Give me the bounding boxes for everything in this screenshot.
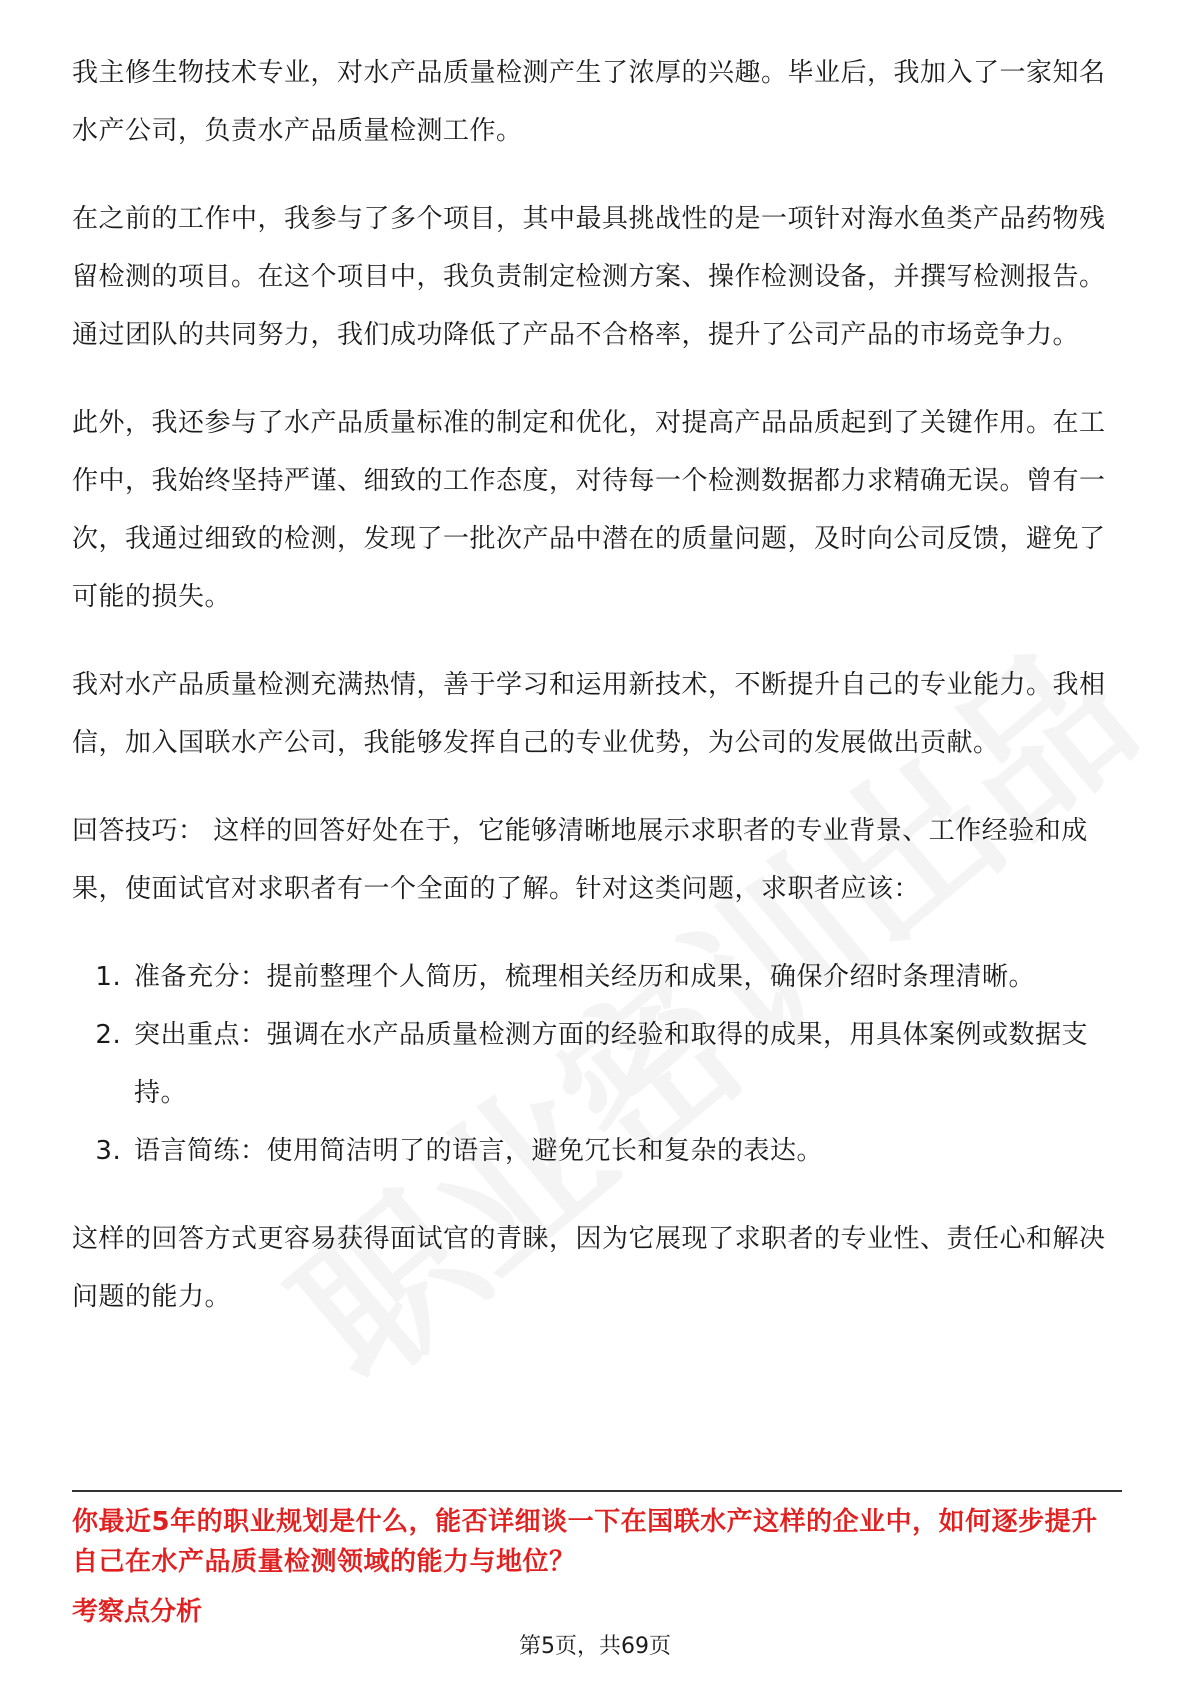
- document-body: [72, 44, 1122, 1356]
- list-item: 3. 语言简练：使用简洁明了的语言，避免冗长和复杂的表达。: [130, 1122, 1122, 1180]
- paragraph-answer-tips: 回答技巧： 这样的回答好处在于，它能够清晰地展示求职者的专业背景、工作经验和成果，使面试官对求职者有一个全面的了解。针对这类问题，求职者应该：: [72, 816, 1088, 904]
- paragraph-passion: 我对水产品质量检测充满热情，善于学习和运用新技术，不断提升自己的专业能力。我相信，加入国联水产公司，我能够发挥自己的专业优势，为公司的发展做出贡献。: [72, 670, 1106, 758]
- paragraph-standards: 此外，我还参与了水产品质量标准的制定和优化，对提高产品品质起到了关键作用。在工作中，我始终坚持严谨、细致的工作态度，对待每一个检测数据都力求精确无误。曾有一次，我通过细致的检测，发现了一批次产品中潜在的质量问题，及时向公司反馈，避免了可能的损失。: [72, 408, 1106, 612]
- page-number: 第5页，共69页: [519, 1634, 671, 1659]
- paragraph-closing: 这样的回答方式更容易获得面试官的青睐，因为它展现了求职者的专业性、责任心和解决问题的能力。: [72, 1224, 1106, 1312]
- paragraph-project: 在之前的工作中，我参与了多个项目，其中最具挑战性的是一项针对海水鱼类产品药物残留检测的项目。在这个项目中，我负责制定检测方案、操作检测设备，并撰写检测报告。通过团队的共同努力，我们成功降低了产品不合格率，提升了公司产品的市场竞争力。: [72, 204, 1106, 350]
- list-item: 1. 准备充分：提前整理个人简历，梳理相关经历和成果，确保介绍时条理清晰。: [130, 948, 1122, 1006]
- paragraph-background: 我主修生物技术专业，对水产品质量检测产生了浓厚的兴趣。毕业后，我加入了一家知名水产公司，负责水产品质量检测工作。: [72, 58, 1106, 146]
- tips-list: [72, 948, 1122, 1180]
- section-divider: [72, 1490, 1122, 1492]
- list-item: 2. 突出重点：强调在水产品质量检测方面的经验和取得的成果，用具体案例或数据支持。: [130, 1006, 1122, 1122]
- next-question-heading: 你最近5年的职业规划是什么，能否详细谈一下在国联水产这样的企业中，如何逐步提升自己在水产品质量检测领域的能力与地位？: [72, 1507, 1098, 1577]
- analysis-subheading: 考察点分析: [72, 1597, 203, 1627]
